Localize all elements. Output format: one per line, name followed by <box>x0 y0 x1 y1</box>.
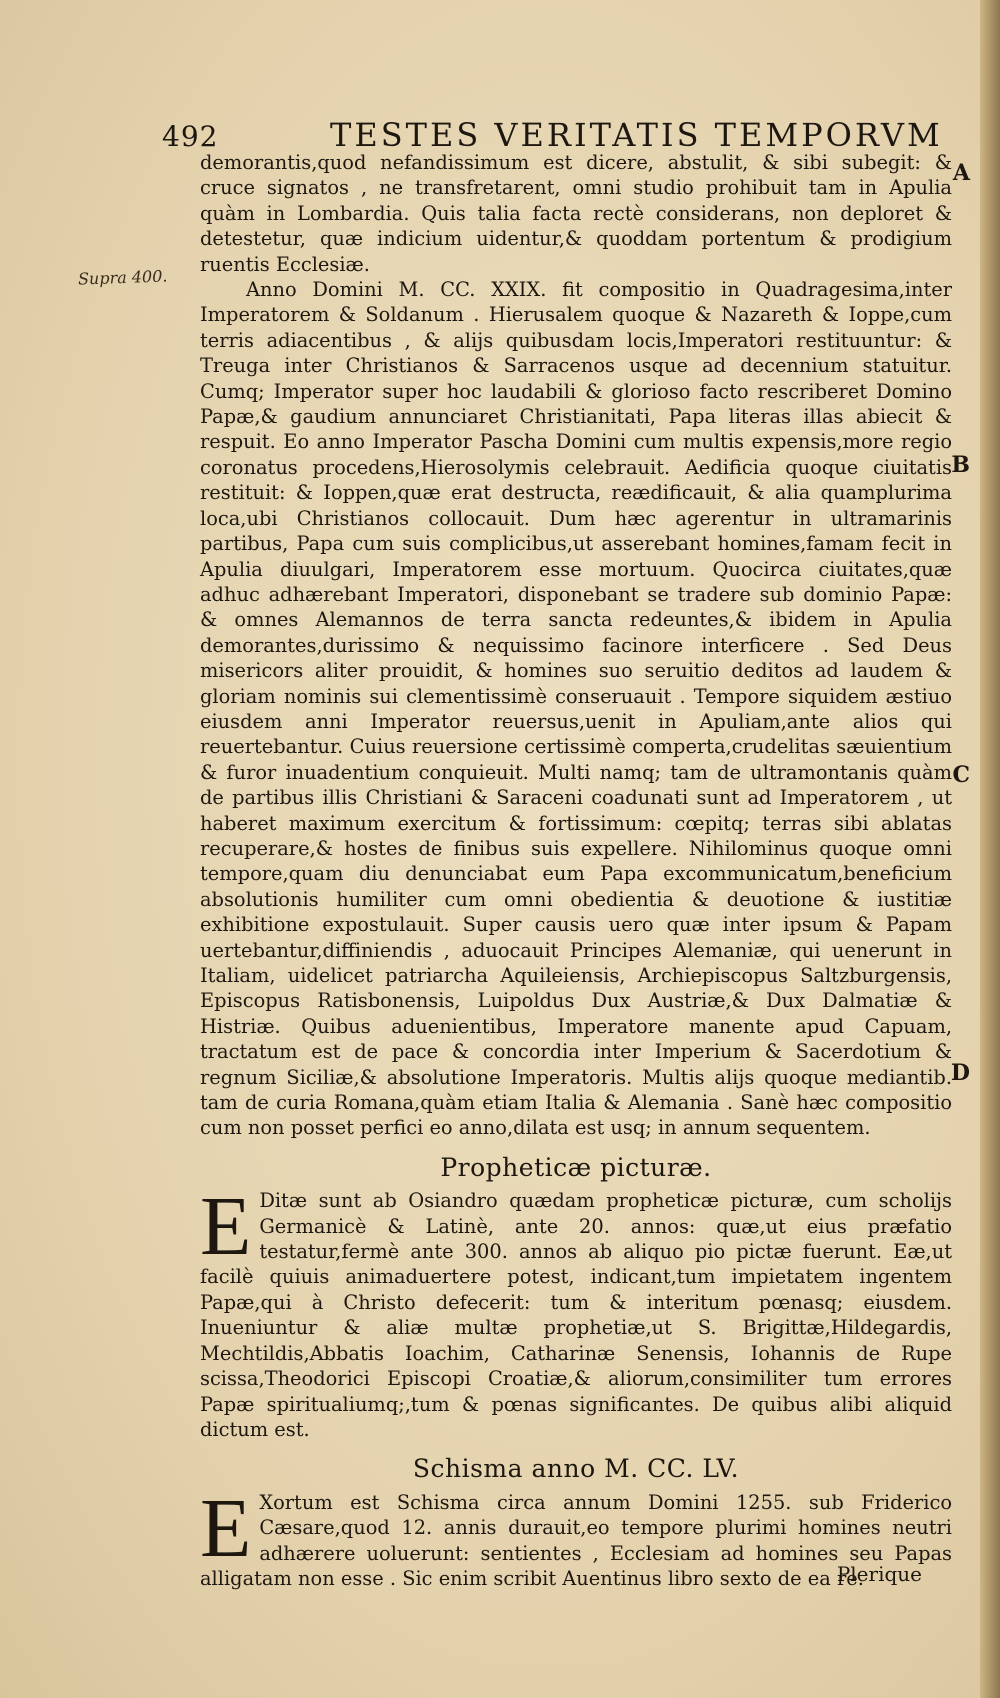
section-marker-d: D <box>950 1060 970 1086</box>
section-marker-c: C <box>952 762 970 788</box>
margin-annotation: Supra 400. <box>77 266 168 289</box>
paragraph-anno-1229: Anno Domini M. CC. XXIX. fit compositio in Quadragesima,inter Imperatorem & Soldanum . Hierusalem quoque & Nazareth & Ioppe,cum terris adiacentibus , & alijs quibusdam locis,Imperatori restituuntur: & Treuga inter Christianos & Sarracenos usque ad decennium statuitur. Cumq; Imperator super hoc laudabili & glorioso facto rescriberet Domino Papæ,& gaudium annunciaret Christianitati, Papa literas illas abiecit & respuit. Eo anno Imperator Pascha Domini cum multis expensis,more regio coronatus procedens,Hierosolymis celebrauit. Aedificia quoque ciuitatis restituit: & Ioppen,quæ erat destructa, reædificauit, & alia quamplurima loca,ubi Christianos collocauit. Dum hæc agerentur in ultramarinis partibus, Papa cum suis complicibus,ut asserebant homines,famam fecit in Apulia diuulgari, Imperatorem esse mortuum. Quocirca ciuitates,quæ adhuc adhærebant Imperatori, disponebant se tradere sub dominio Papæ: & omnes Alemannos de terra sancta redeuntes,& ibidem in Apulia demorantes,durissimo & nequissimo facinore interficere . Sed Deus misericors aliter prouidit, & homines suo seruitio deditos ad laudem & gloriam nominis sui clementissimè conseruauit . Tempore siquidem æstiuo eiusdem anni Imperator reuersus,uenit in Apuliam,ante alios qui reuertebantur. Cuius reuersione certissimè comperta,crudelitas sæuientium & furor inuadentium conquieuit. Multi namq; tam de ultramontanis quàm de partibus illis Christiani & Saraceni coadunati sunt ad Imperatorem , ut haberet maximum exercitum & fortissimum: cœpitq; terras sibi ablatas recuperare,& hostes de finibus suis expellere. Nihilominus quoque omni tempore,quam diu denunciabat eum Papa excommunicatum,beneficium absolutionis humiliter cum omni obedientia & deuotione & iustitiæ exhibitione expostulauit. Super causis uero quæ inter ipsum & Papam uertebantur,diffiniendis , aduocauit Principes Alemaniæ, qui uenerunt in Italiam, uidelicet patriarcha Aquileiensis, Archiepiscopus Saltzburgensis, Episcopus Ratisbonensis, Luipoldus Dux Austriæ,& Dux Dalmatiæ & Histriæ. Quibus aduenientibus, Imperatore manente apud Capuam, tractatum est de pace & concordia inter Imperium & Sacerdotium & regnum Siciliæ,& absolutione Imperatoris. Multis alijs quoque mediantib. tam de curia Romana,quàm etiam Italia & Alemania . Sanè hæc compositio cum non posset perfici eo anno,dilata est usq; in annum sequentem. <box>200 278 952 1140</box>
running-title: TESTES VERITATIS TEMPORVM <box>330 116 943 154</box>
main-text-column <box>200 150 952 1591</box>
section-marker-a: A <box>952 160 970 186</box>
drop-cap-letter: E <box>200 1481 252 1575</box>
page-number: 492 <box>162 120 219 153</box>
paragraph-prophetic-text: Ditæ sunt ab Osiandro quædam propheticæ picturæ, cum scholijs Germanicè & Latinè, ante 20. annos: quæ,ut eius præfatio testatur,fermè ante 300. annos ab aliquo pio pictæ fuerunt. Eæ,ut facilè quiuis animaduertere potest, indicant,tum impietatem ingentem Papæ,qui à Christo defecerit: tum & interitum pœnasq; eiusdem. Inueniuntur & aliæ multæ prophetiæ,ut S. Brigittæ,Hildegardis, Mechtildis,Abbatis Ioachim, Catharinæ Senensis, Iohannis de Rupe scissa,Theodorici Episcopi Croatiæ,& aliorum,consimiliter tum errores Papæ spiritualiumq;,tum & pœnas significantes. De quibus alibi aliquid dictum est. <box>200 1189 952 1441</box>
page-edge-shadow <box>980 0 1000 1698</box>
paragraph-continuation: demorantis,quod nefandissimum est dicere, abstulit, & sibi subegit: & cruce signatos , ne transfretarent, omni studio prohibuit tam in Apulia quàm in Lombardia. Quis talia facta rectè considerans, non deploret & detestetur, quæ indicium uidentur,& quoddam portentum & prodigium ruentis Ecclesiæ. <box>200 151 952 276</box>
drop-cap-letter: E <box>200 1180 252 1274</box>
section-marker-b: B <box>951 452 970 478</box>
paragraph-schism-text: Xortum est Schisma circa annum Domini 1255. sub Friderico Cæsare,quod 12. annis durauit,eo tempore plurimi homines neutri adhærere uoluerunt: sentientes , Ecclesiam ad homines seu Papas alligatam non esse . Sic enim scribit Auentinus libro sexto de ea re. <box>200 1490 952 1590</box>
paragraph-prophetic <box>200 1180 952 1442</box>
section-heading-prophetic: Propheticæ picturæ. <box>440 1152 712 1182</box>
section-heading-schism: Schisma anno M. CC. LV. <box>412 1454 740 1484</box>
catchword: Plerique <box>836 1562 922 1586</box>
